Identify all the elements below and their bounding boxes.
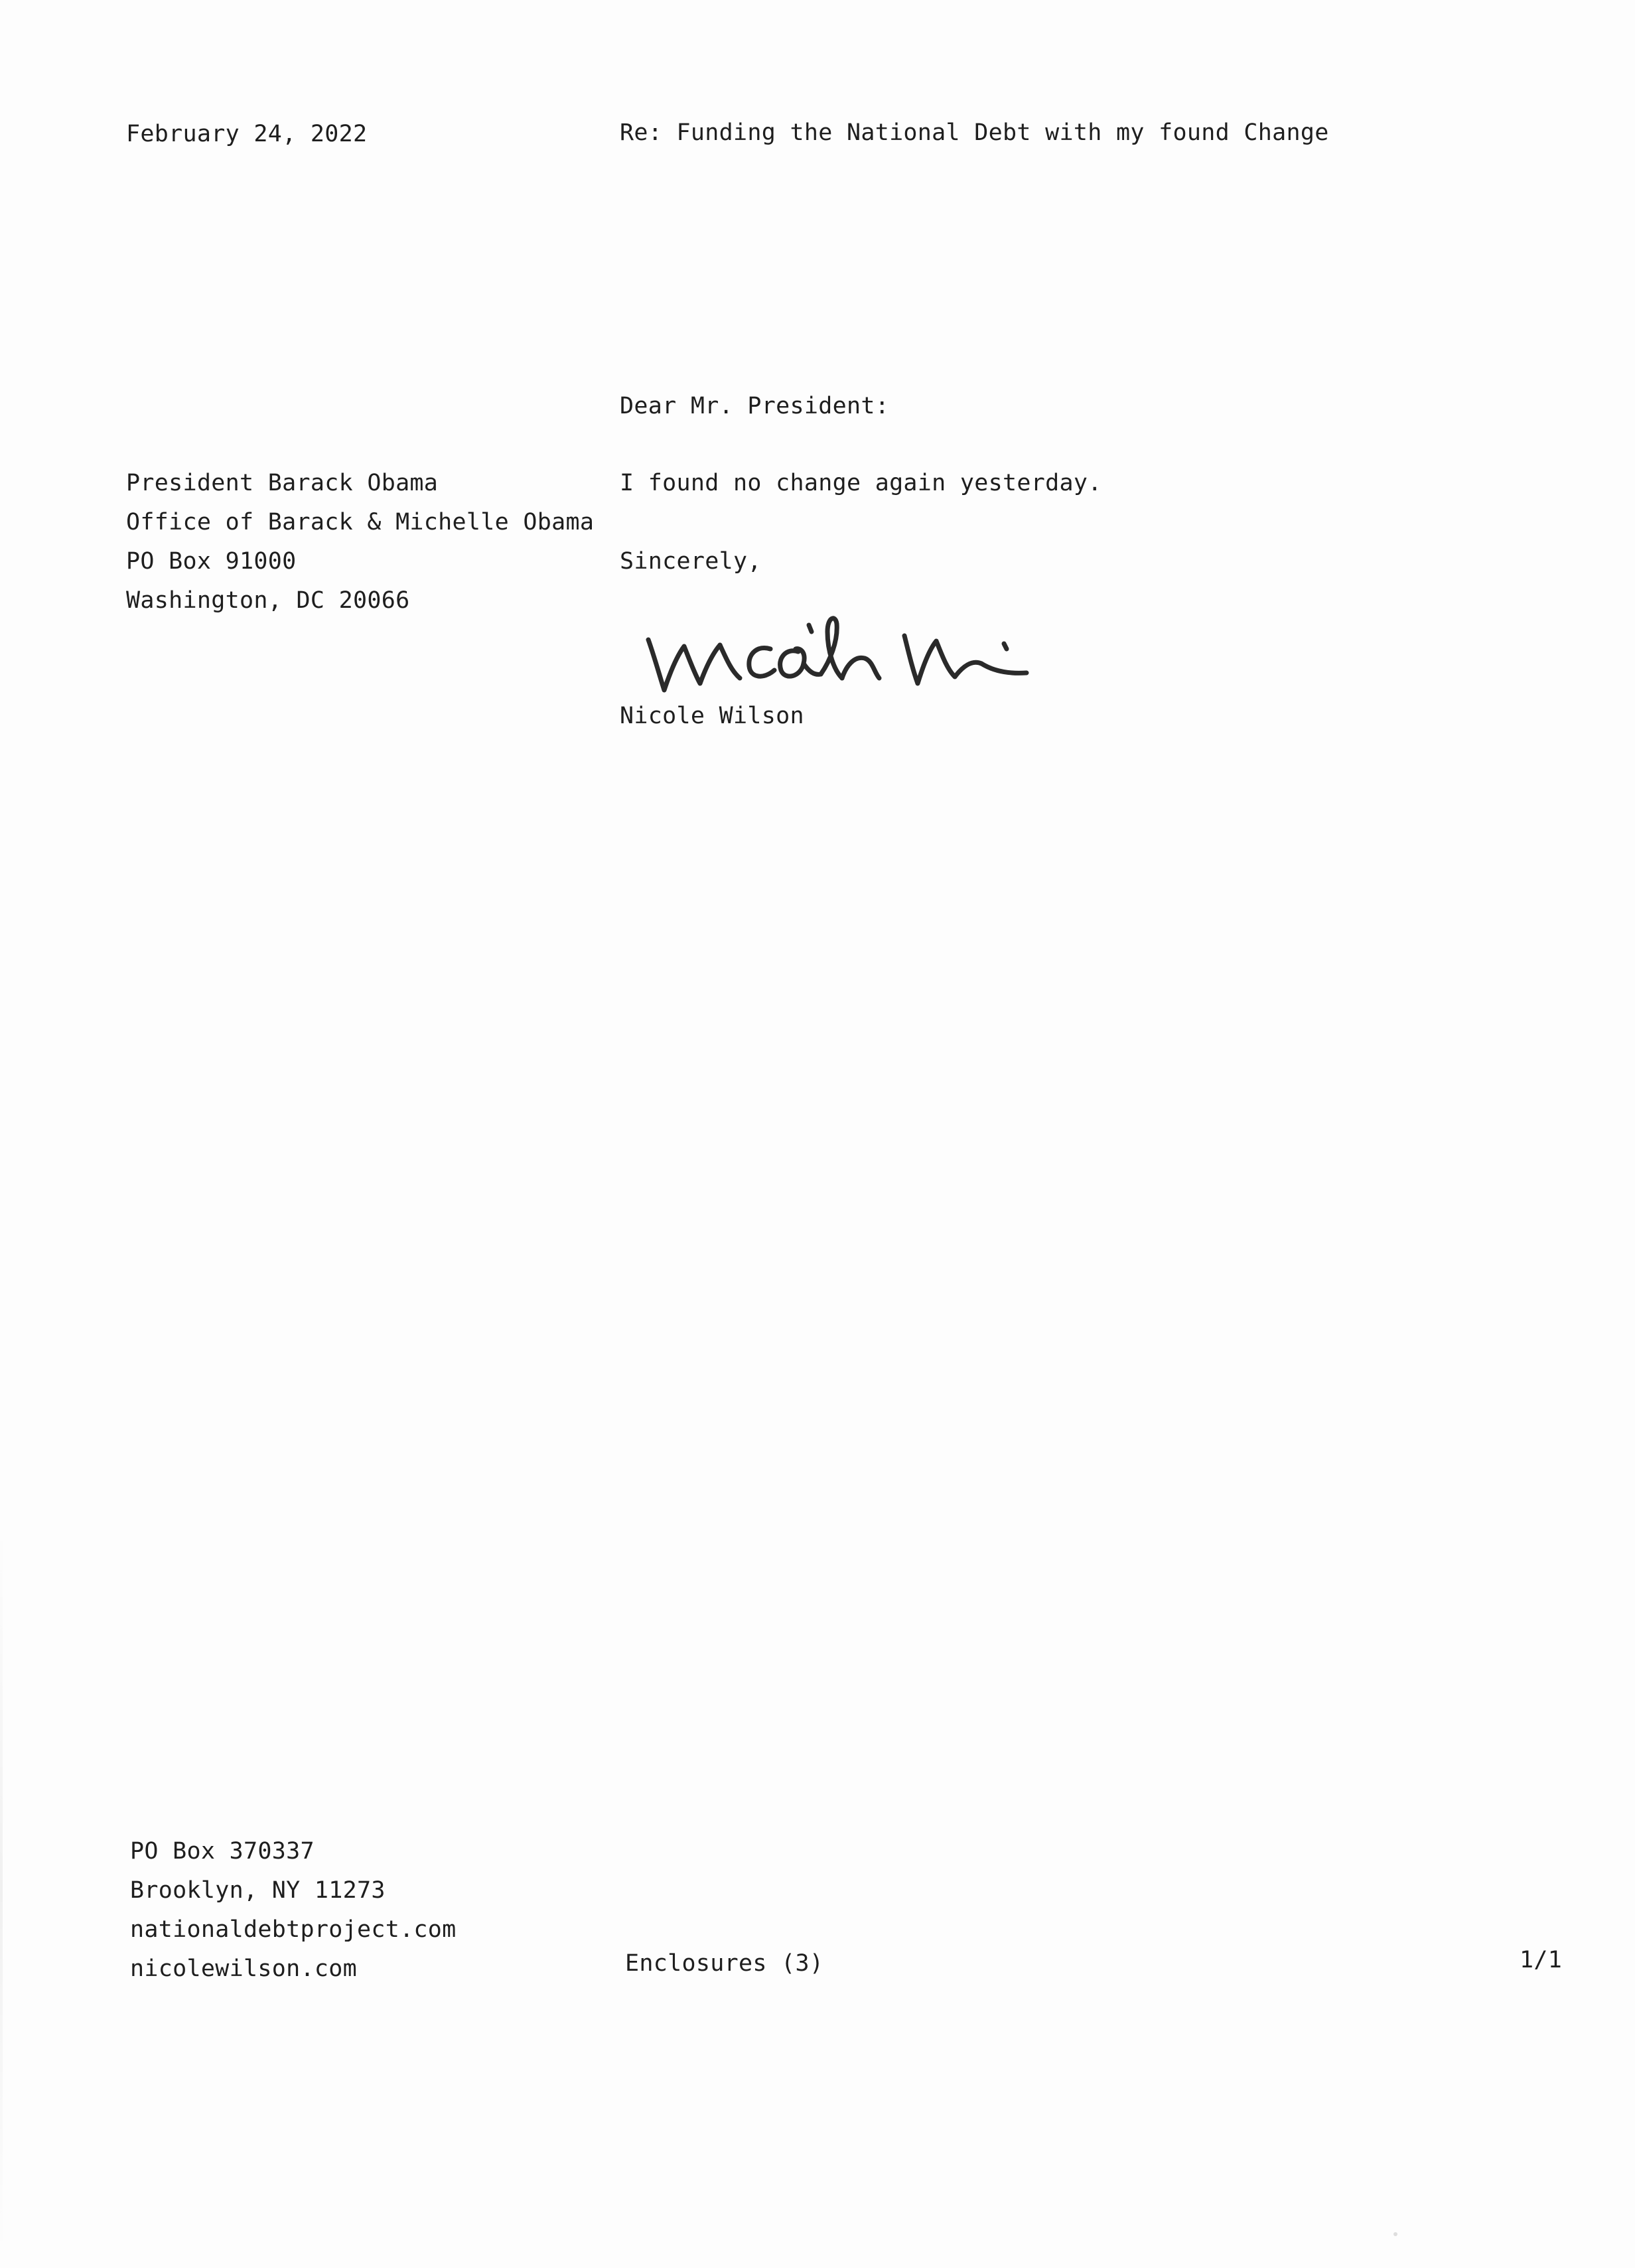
letter-body: I found no change again yesterday. (620, 470, 1102, 496)
signer-name: Nicole Wilson (620, 703, 804, 729)
sender-website-project: nationaldebtproject.com (130, 1916, 457, 1943)
sender-website-personal: nicolewilson.com (130, 1955, 357, 1982)
recipient-office: Office of Barack & Michelle Obama (126, 509, 595, 535)
sender-po-box: PO Box 370337 (130, 1838, 315, 1865)
subject-line: Re: Funding the National Debt with my found Change (620, 119, 1329, 146)
paper-speck (1393, 2232, 1397, 2236)
handwritten-signature (640, 605, 1038, 705)
sender-city: Brooklyn, NY 11273 (130, 1877, 386, 1904)
recipient-address (126, 464, 594, 620)
letter-date: February 24, 2022 (126, 121, 368, 147)
recipient-po-box: PO Box 91000 (126, 548, 297, 575)
salutation: Dear Mr. President: (620, 393, 890, 419)
sender-address (130, 1832, 457, 1989)
recipient-city: Washington, DC 20066 (126, 587, 410, 614)
recipient-name: President Barack Obama (126, 470, 439, 496)
page-number: 1/1 (1520, 1947, 1563, 1973)
scan-edge-shadow (0, 1526, 3, 2256)
closing: Sincerely, (620, 548, 762, 575)
enclosures-note: Enclosures (3) (625, 1950, 824, 1977)
